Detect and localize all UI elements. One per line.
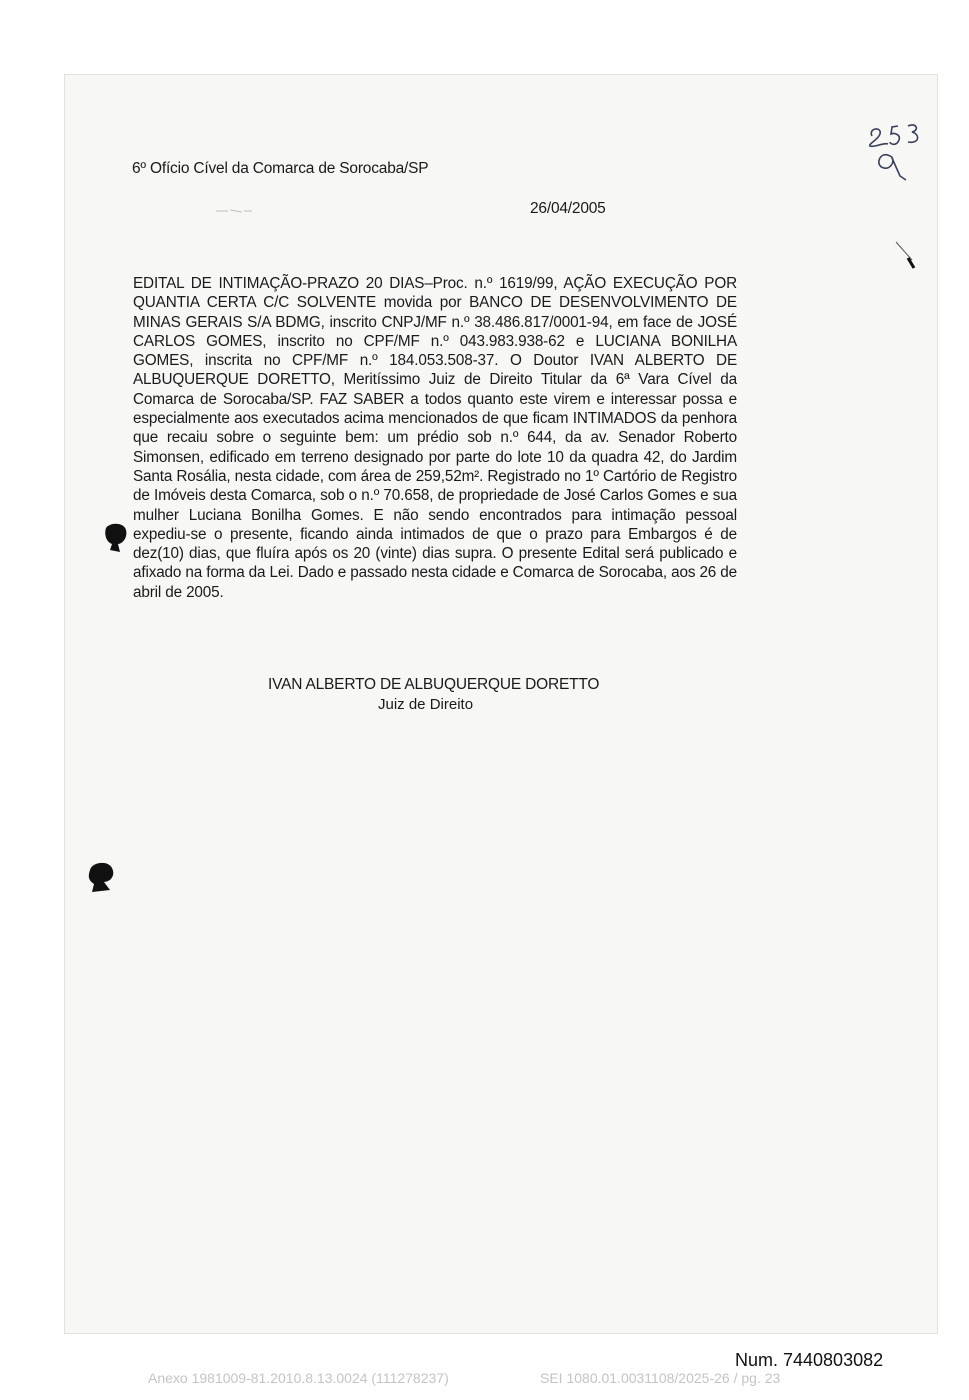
margin-mark xyxy=(892,238,932,278)
handwritten-page-number xyxy=(860,118,940,198)
edital-text: EDITAL DE INTIMAÇÃO-PRAZO 20 DIAS–Proc. n.º 1619/99, AÇÃO EXECUÇÃO POR QUANTIA CERTA C/C SOLVENTE movida por BANCO DE DESENVOLVIMENTO DE MINAS GERAIS S/A BDMG, inscrito CNPJ/MF n.º 38.486.817/0001-94, em face de JOSÉ CARLOS GOMES, inscrito no CPF/MF n.º 043.983.938-62 e LUCIANA BONILHA GOMES, inscrita no CPF/MF n.º 184.053.508-37. O Doutor IVAN ALBERTO DE ALBUQUERQUE DORETTO, Meritíssimo Juiz de Direito Titular da 6ª Vara Cível da Comarca de Sorocaba/SP. FAZ SABER a todos quanto este virem e interessar possa e especialmente aos executados acima mencionados de que ficam INTIMADOS da penhora que recaiu sobre o seguinte bem: um prédio sob n.º 644, da av. Senador Roberto Simonsen, edificado em terreno designado por parte do lote 10 da quadra 42, do Jardim Santa Rosália, nesta cidade, com área de 259,52m². Registrado no 1º Cartório de Registro de Imóveis desta Comarca, sob o n.º 70.658, de propriedade de José Carlos Gomes e sua mulher Luciana Bonilha Gomes. E não sendo encontrados para intimação pessoal expediu-se o presente, ficando ainda intimados de que o prazo para Embargos é de dez(10) dias, que fluíra após os 20 (vinte) dias supra. O presente Edital será publicado e afixado na forma da Lei. Dado e passado nesta cidade e Comarca de Sorocaba, aos 26 de abril de 2005. xyxy=(133,275,737,601)
document-number: Num. 7440803082 xyxy=(735,1350,884,1370)
scanned-page xyxy=(64,74,938,1334)
annex-reference: Anexo 1981009-81.2010.8.13.0024 (111278237) xyxy=(148,1370,449,1386)
punch-hole-mark xyxy=(86,860,116,894)
document-date: 26/04/2005 xyxy=(530,200,606,217)
office-header: 6º Ofício Cível da Comarca de Sorocaba/SP xyxy=(132,160,429,177)
sei-reference: SEI 1080.01.0031108/2025-26 / pg. 23 xyxy=(540,1370,781,1386)
signer-role: Juiz de Direito xyxy=(378,696,474,713)
punch-hole-mark xyxy=(100,520,130,554)
signer-name: IVAN ALBERTO DE ALBUQUERQUE DORETTO xyxy=(268,676,600,693)
scan-smudge xyxy=(214,207,254,215)
